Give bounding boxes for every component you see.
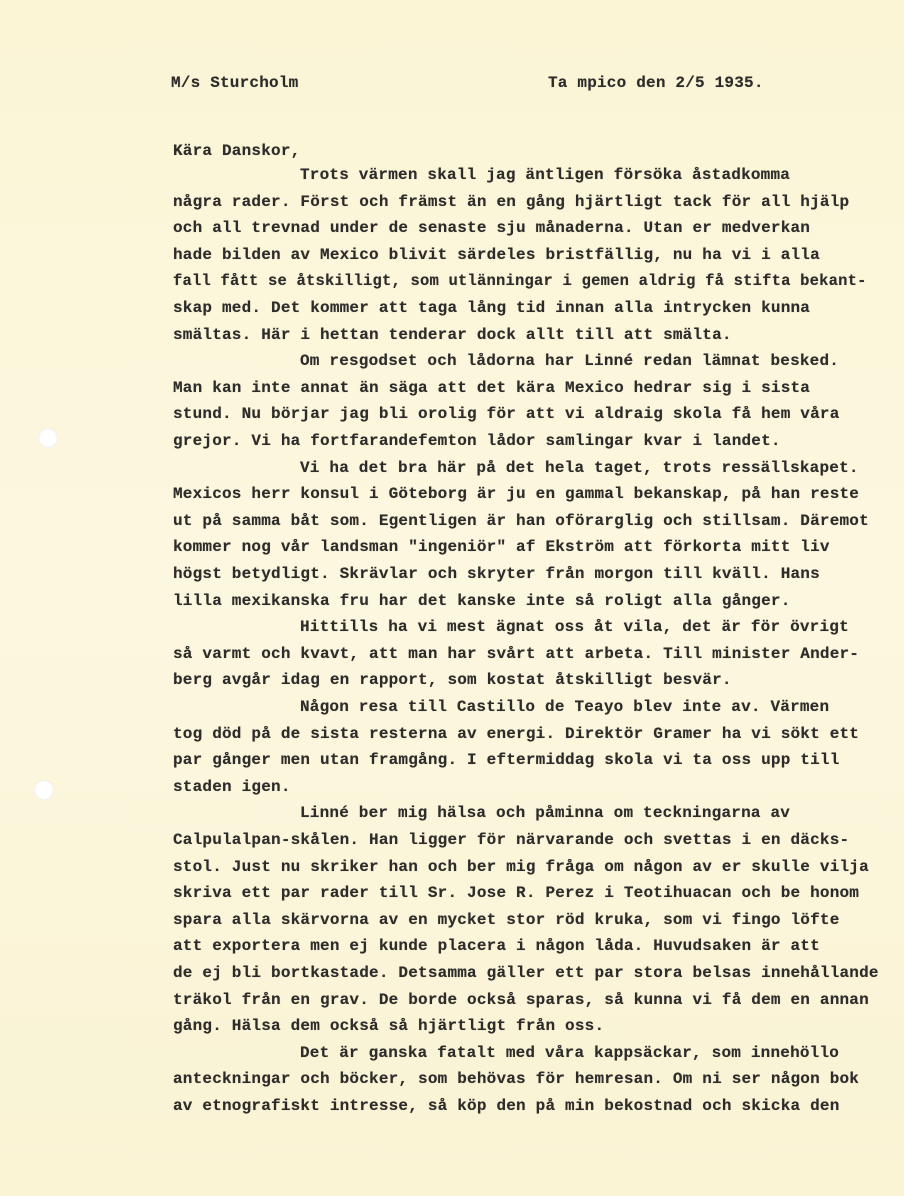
letter-line: anteckningar och böcker, som behövas för hemresan. Om ni ser någon bok <box>173 1070 860 1089</box>
letter-line: staden igen. <box>173 777 291 796</box>
letter-line: Mexicos herr konsul i Göteborg är ju en gammal bekanskap, på han reste <box>173 485 860 504</box>
letter-line: ut på samma båt som. Egentligen är han oförarglig och stillsam. Däremot <box>173 511 869 530</box>
letter-header <box>0 74 904 102</box>
letter-line: Om resgodset och lådorna har Linné redan lämnat besked. <box>300 352 840 371</box>
letter-line: hade bilden av Mexico blivit särdeles bristfällig, nu ha vi i alla <box>173 245 820 264</box>
letter-line: stund. Nu börjar jag bli orolig för att vi aldraig skola få hem våra <box>173 405 840 424</box>
letter-line: smältas. Här i hettan tenderar dock allt till att smälta. <box>173 325 732 344</box>
punch-hole <box>38 428 58 448</box>
letter-line: och all trevnad under de senaste sju månaderna. Utan er medverkan <box>173 219 811 238</box>
letter-line: gång. Hälsa dem också så hjärtligt från oss. <box>173 1017 605 1036</box>
letter-line: träkol från en grav. De borde också sparas, så kunna vi få dem en annan <box>173 990 869 1009</box>
letter-line: så varmt och kvavt, att man har svårt att arbeta. Till minister Ander- <box>173 644 860 663</box>
place-date-line: Ta mpico den 2/5 1935. <box>548 74 764 92</box>
letter-line: Det är ganska fatalt med våra kappsäckar, som innehöllo <box>300 1043 840 1062</box>
letter-line: spara alla skärvorna av en mycket stor röd kruka, som vi fingo löfte <box>173 910 840 929</box>
letter-line: Någon resa till Castillo de Teayo blev inte av. Värmen <box>300 698 830 716</box>
letter-line: stol. Just nu skriker han och ber mig fråga om någon av er skulle vilja <box>173 857 869 876</box>
letter-line: de ej bli bortkastade. Detsamma gäller ett par stora belsas innehållande <box>173 964 879 982</box>
letter-line: Calpulalpan-skålen. Han ligger för närvarande och svettas i en däcks- <box>173 831 850 849</box>
sender-line: M/s Sturcholm <box>171 74 299 92</box>
punch-hole <box>34 780 54 800</box>
letter-line: Hittills ha vi mest ägnat oss åt vila, det är för övrigt <box>300 618 849 637</box>
letter-line: Trots värmen skall jag äntligen försöka åstadkomma <box>300 166 791 184</box>
letter-line: par gånger men utan framgång. I eftermiddag skola vi ta oss upp till <box>173 751 840 770</box>
letter-line: några rader. Först och främst än en gång hjärtligt tack för all hjälp <box>173 192 850 211</box>
letter-line: kommer nog vår landsman "ingeniör" af Ekström att förkorta mitt liv <box>173 538 830 557</box>
letter-line: grejor. Vi ha fortfarandefemton lådor samlingar kvar i landet. <box>173 432 781 450</box>
letter-line: Linné ber mig hälsa och påminna om teckningarna av <box>300 804 791 823</box>
letter-line: högst betydligt. Skrävlar och skryter från morgon till kväll. Hans <box>173 565 820 583</box>
letter-line: skap med. Det kommer att taga lång tid innan alla intrycken kunna <box>173 299 811 317</box>
letter-line: skriva ett par rader till Sr. Jose R. Perez i Teotihuacan och be honom <box>173 884 860 903</box>
letter-line: av etnografiskt intresse, så köp den på min bekostnad och skicka den <box>173 1097 840 1115</box>
greeting: Kära Danskor, <box>173 142 301 160</box>
letter-line: berg avgår idag en rapport, som kostat åtskilligt besvär. <box>173 671 732 690</box>
letter-line: fall fått se åtskilligt, som utlänningar i gemen aldrig få stifta bekant- <box>173 272 867 291</box>
letter-line: tog död på de sista resterna av energi. Direktör Gramer ha vi sökt ett <box>173 724 860 743</box>
letter-line: Vi ha det bra här på det hela taget, trots ressällskapet. <box>300 458 859 477</box>
letter-line: lilla mexikanska fru har det kanske inte så roligt alla gånger. <box>173 591 791 610</box>
letter-line: att exportera men ej kunde placera i någon låda. Huvudsaken är att <box>173 937 820 956</box>
letter-line: Man kan inte annat än säga att det kära Mexico hedrar sig i sista <box>173 378 811 397</box>
